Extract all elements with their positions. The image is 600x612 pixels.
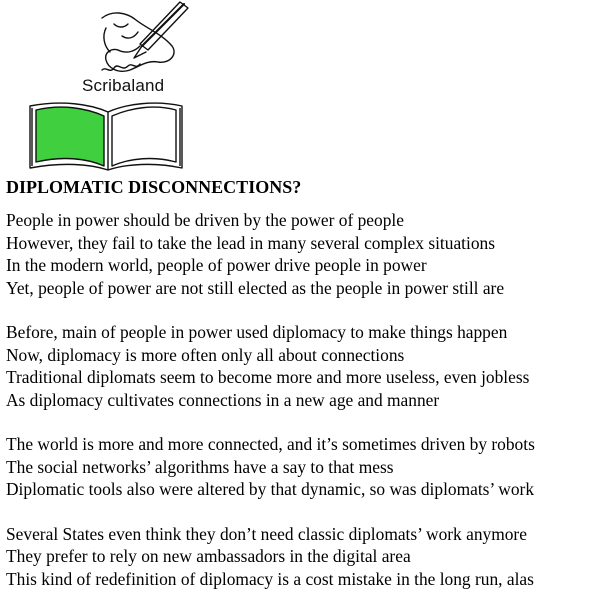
poem-line: Before, main of people in power used diplomacy to make things happen xyxy=(6,322,508,342)
stanza xyxy=(6,321,598,411)
poem-line: The social networks’ algorithms have a say to that mess xyxy=(6,456,394,477)
poem-line: Several States even think they don’t need classic diplomats’ work anymore xyxy=(6,523,527,544)
poem-line: Now, diplomacy is more often only all about connections xyxy=(6,344,405,365)
stanza xyxy=(6,433,598,501)
poem-line: People in power should be driven by the power of people xyxy=(6,210,404,230)
poem-line: Traditional diplomats seem to become more and more useless, even jobless xyxy=(6,367,530,387)
logo-text: Scribaland xyxy=(82,76,165,95)
page-title: DIPLOMATIC DISCONNECTIONS? xyxy=(6,177,302,197)
poem-line: Diplomatic tools also were altered by that dynamic, so was diplomats’ work xyxy=(6,479,535,499)
poem-line: In the modern world, people of power drive people in power xyxy=(6,255,427,275)
stanza xyxy=(6,523,598,591)
poem-line: As diplomacy cultivates connections in a new age and manner xyxy=(6,389,440,410)
poem-line: However, they fail to take the lead in many several complex situations xyxy=(6,232,495,253)
poem-line: Yet, people of power are not still elected as the people in power still are xyxy=(6,277,505,298)
poem-line: This kind of redefinition of diplomacy is a cost mistake in the long run, alas xyxy=(6,568,534,589)
stanza xyxy=(6,209,598,299)
poem-line: They prefer to rely on new ambassadors in the digital area xyxy=(6,546,411,566)
scribaland-logo xyxy=(22,0,192,178)
poem-body xyxy=(6,209,598,612)
poem-line: The world is more and more connected, and it’s sometimes driven by robots xyxy=(6,434,535,454)
